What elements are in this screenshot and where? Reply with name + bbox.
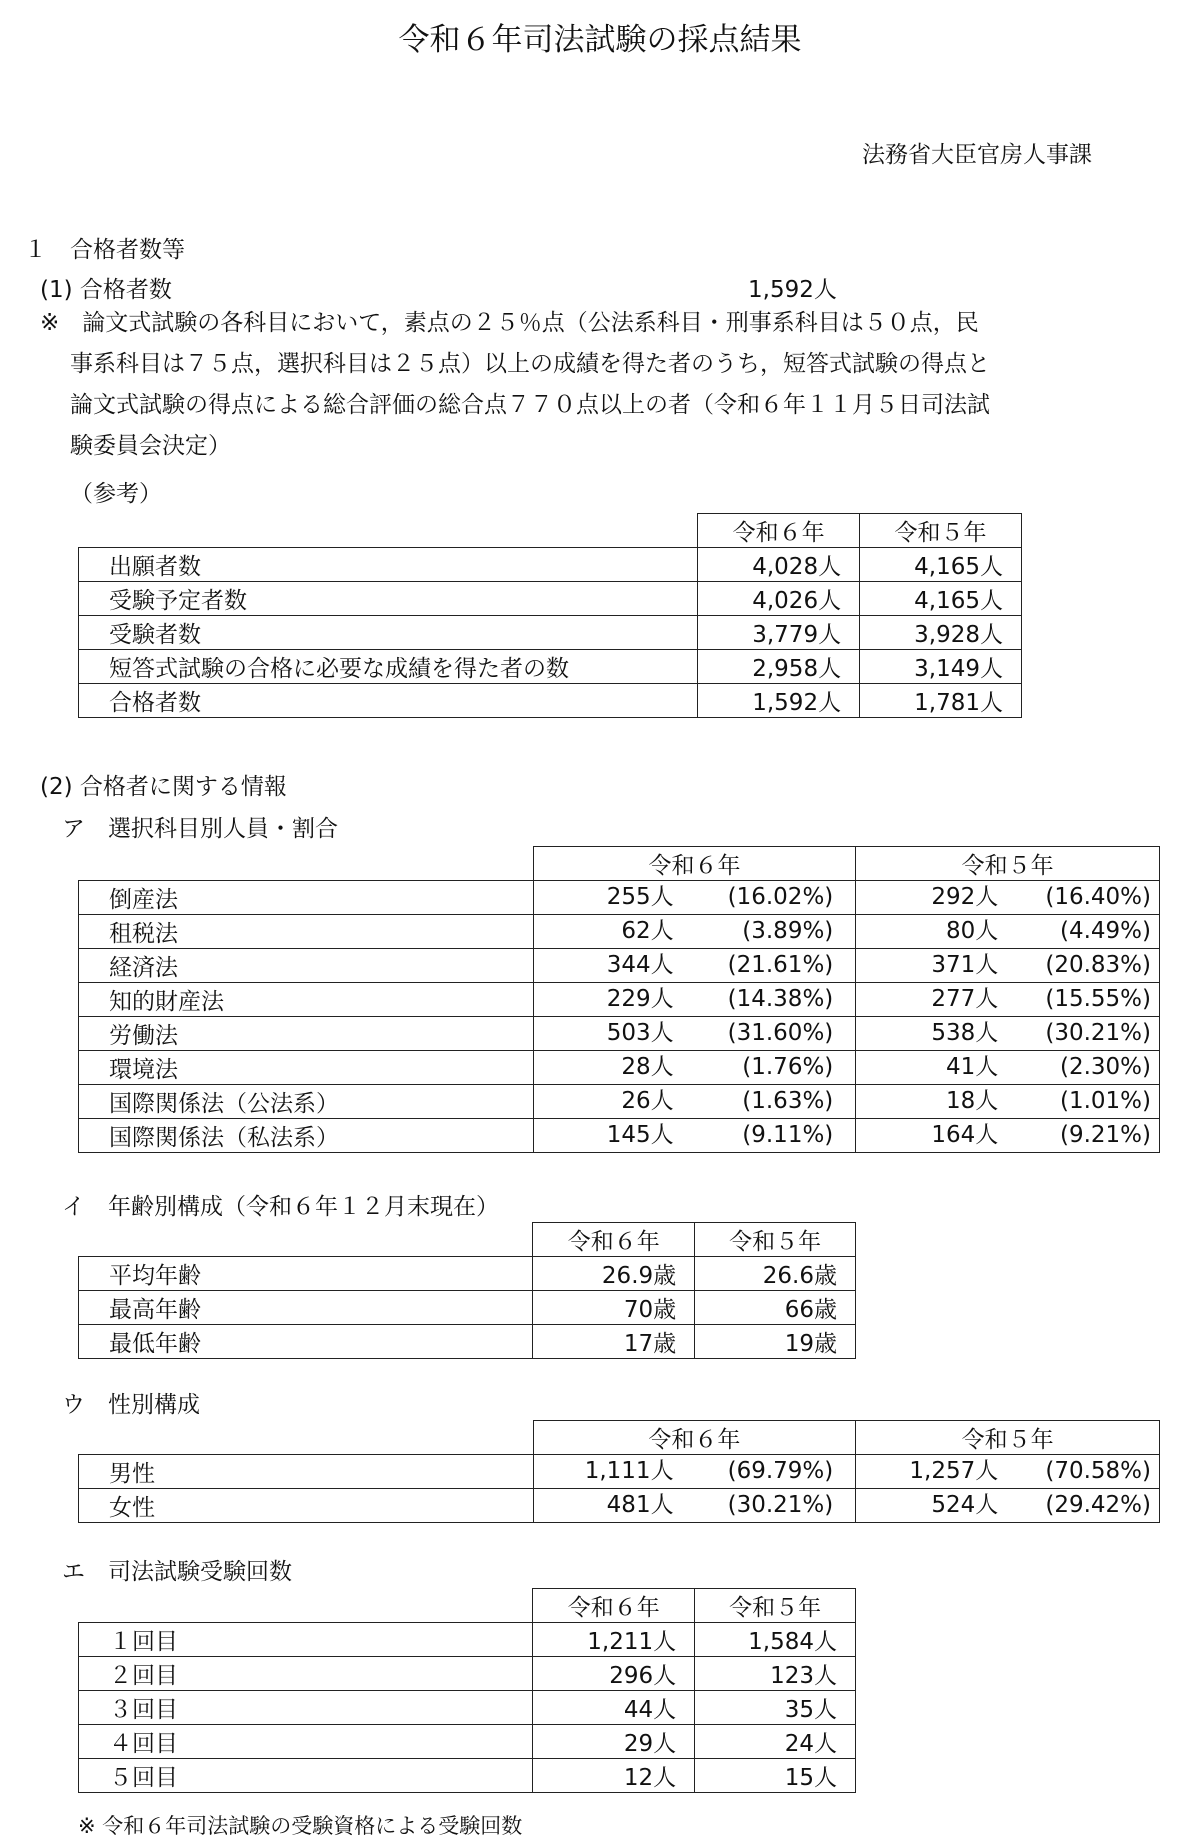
table-row: [79, 616, 1022, 650]
table-row: [79, 949, 1160, 983]
percent-value: (69.79%): [727, 1458, 834, 1484]
table-row: [79, 1489, 1160, 1523]
value-cell: 1,584人: [695, 1623, 856, 1657]
count-value: 164人: [931, 1122, 999, 1148]
passers-label: (1) 合格者数: [40, 277, 172, 303]
percent-value: (14.38%): [727, 986, 834, 1012]
value-cell: 44人: [533, 1691, 695, 1725]
count-value: 145人: [606, 1122, 674, 1148]
percent-value: (70.58%): [1045, 1458, 1151, 1484]
row-label: 合格者数: [79, 684, 698, 718]
row-label: １回目: [79, 1623, 533, 1657]
value-cell: [533, 1455, 856, 1489]
value-cell: 3,149人: [860, 650, 1022, 684]
value-cell: 35人: [695, 1691, 856, 1725]
table-row: [79, 1657, 856, 1691]
row-label: 国際関係法（公法系）: [79, 1085, 534, 1119]
row-label: 男性: [79, 1455, 534, 1489]
value-cell: [533, 881, 856, 915]
criteria-note-line: 験委員会決定）: [70, 433, 231, 459]
percent-value: (1.01%): [1059, 1088, 1151, 1114]
age-heading: イ 年齢別構成（令和６年１２月末現在）: [62, 1194, 499, 1220]
table-row: [79, 881, 1160, 915]
criteria-note-line: ※ 論文式試験の各科目において，素点の２５％点（公法系科目・刑事系科目は５０点，民: [40, 310, 979, 336]
percent-value: (1.76%): [742, 1054, 834, 1080]
value-cell: 12人: [533, 1759, 695, 1793]
value-cell: [533, 1085, 856, 1119]
row-label: 短答式試験の合格に必要な成績を得た者の数: [79, 650, 698, 684]
col-header: 令和６年: [698, 514, 860, 548]
percent-value: (30.21%): [727, 1492, 834, 1518]
reference-label: （参考）: [70, 481, 162, 507]
percent-value: (21.61%): [727, 952, 834, 978]
percent-value: (9.11%): [742, 1122, 834, 1148]
row-label: ２回目: [79, 1657, 533, 1691]
passers-value: 1,592人: [748, 277, 837, 303]
value-cell: 4,026人: [698, 582, 860, 616]
percent-value: (31.60%): [727, 1020, 834, 1046]
value-cell: 1,592人: [698, 684, 860, 718]
count-value: 524人: [931, 1492, 999, 1518]
count-value: 28人: [621, 1054, 674, 1080]
table-row: [79, 1325, 856, 1359]
col-header: 令和６年: [533, 1223, 695, 1257]
row-label: ３回目: [79, 1691, 533, 1725]
table-row: [79, 1257, 856, 1291]
table-header-row: [79, 1223, 856, 1257]
value-cell: 3,779人: [698, 616, 860, 650]
table-row: [79, 1623, 856, 1657]
value-cell: 70歳: [533, 1291, 695, 1325]
gender-heading: ウ 性別構成: [62, 1392, 200, 1418]
row-label: 知的財産法: [79, 983, 534, 1017]
value-cell: [533, 983, 856, 1017]
table-row: [79, 582, 1022, 616]
row-label: 受験者数: [79, 616, 698, 650]
col-header: 令和６年: [533, 1589, 695, 1623]
table-header-row: [79, 1589, 856, 1623]
value-cell: 1,781人: [860, 684, 1022, 718]
percent-value: (30.21%): [1045, 1020, 1151, 1046]
table-row: [79, 1455, 1160, 1489]
table-row: [79, 983, 1160, 1017]
gender-table: [78, 1420, 1160, 1523]
col-header: 令和６年: [533, 847, 856, 881]
table-row: [79, 915, 1160, 949]
col-header: 令和５年: [856, 847, 1160, 881]
value-cell: 1,211人: [533, 1623, 695, 1657]
row-label: 最低年齢: [79, 1325, 533, 1359]
value-cell: 66歳: [695, 1291, 856, 1325]
department-name: 法務省大臣官房人事課: [862, 142, 1092, 168]
count-value: 80人: [946, 918, 999, 944]
percent-value: (20.83%): [1045, 952, 1151, 978]
count-value: 62人: [621, 918, 674, 944]
percent-value: (16.40%): [1045, 884, 1151, 910]
table-row: [79, 650, 1022, 684]
count-value: 26人: [621, 1088, 674, 1114]
table-row: [79, 1017, 1160, 1051]
value-cell: [856, 1085, 1160, 1119]
section2-heading: (2) 合格者に関する情報: [40, 774, 287, 800]
value-cell: 26.6歳: [695, 1257, 856, 1291]
value-cell: [533, 949, 856, 983]
value-cell: 15人: [695, 1759, 856, 1793]
value-cell: [856, 1017, 1160, 1051]
count-value: 371人: [931, 952, 999, 978]
count-value: 277人: [931, 986, 999, 1012]
value-cell: [533, 1489, 856, 1523]
percent-value: (4.49%): [1059, 918, 1151, 944]
count-value: 481人: [606, 1492, 674, 1518]
value-cell: 2,958人: [698, 650, 860, 684]
value-cell: [856, 1051, 1160, 1085]
col-header: 令和５年: [856, 1421, 1160, 1455]
table-row: [79, 1291, 856, 1325]
col-header: 令和５年: [860, 514, 1022, 548]
table-header-row: [79, 1421, 1160, 1455]
subject-table: [78, 846, 1160, 1153]
value-cell: 3,928人: [860, 616, 1022, 650]
value-cell: 4,165人: [860, 582, 1022, 616]
value-cell: 17歳: [533, 1325, 695, 1359]
attempts-footnote: ※ 令和６年司法試験の受験資格による受験回数: [78, 1814, 523, 1838]
table-row: [79, 1691, 856, 1725]
attempts-heading: エ 司法試験受験回数: [62, 1559, 292, 1585]
col-header: 令和６年: [533, 1421, 856, 1455]
table-row: [79, 548, 1022, 582]
value-cell: [533, 1051, 856, 1085]
count-value: 292人: [931, 884, 999, 910]
value-cell: [533, 915, 856, 949]
count-value: 18人: [946, 1088, 999, 1114]
value-cell: [856, 881, 1160, 915]
count-value: 229人: [606, 986, 674, 1012]
value-cell: [856, 1455, 1160, 1489]
value-cell: 296人: [533, 1657, 695, 1691]
table-row: [79, 1085, 1160, 1119]
percent-value: (29.42%): [1045, 1492, 1151, 1518]
value-cell: [533, 1017, 856, 1051]
attempts-table: [78, 1588, 856, 1793]
count-value: 538人: [931, 1020, 999, 1046]
row-label: 労働法: [79, 1017, 534, 1051]
col-header: 令和５年: [695, 1589, 856, 1623]
table-header-row: [79, 847, 1160, 881]
value-cell: 123人: [695, 1657, 856, 1691]
percent-value: (16.02%): [727, 884, 834, 910]
table-row: [79, 1051, 1160, 1085]
value-cell: 26.9歳: [533, 1257, 695, 1291]
subject-heading: ア 選択科目別人員・割合: [62, 816, 338, 842]
value-cell: [856, 983, 1160, 1017]
row-label: 最高年齢: [79, 1291, 533, 1325]
value-cell: [533, 1119, 856, 1153]
percent-value: (2.30%): [1059, 1054, 1151, 1080]
percent-value: (15.55%): [1045, 986, 1151, 1012]
value-cell: 19歳: [695, 1325, 856, 1359]
page-title: 令和６年司法試験の採点結果: [398, 22, 802, 58]
count-value: 1,111人: [584, 1458, 674, 1484]
table-row: [79, 1119, 1160, 1153]
value-cell: 4,165人: [860, 548, 1022, 582]
row-label: 環境法: [79, 1051, 534, 1085]
percent-value: (9.21%): [1059, 1122, 1151, 1148]
value-cell: [856, 1119, 1160, 1153]
count-value: 503人: [606, 1020, 674, 1046]
count-value: 1,257人: [909, 1458, 999, 1484]
table-row: [79, 1759, 856, 1793]
col-header: 令和５年: [695, 1223, 856, 1257]
count-value: 344人: [606, 952, 674, 978]
table-row: [79, 1725, 856, 1759]
row-label: 平均年齢: [79, 1257, 533, 1291]
value-cell: [856, 949, 1160, 983]
criteria-note: [40, 303, 990, 467]
value-cell: 24人: [695, 1725, 856, 1759]
row-label: 経済法: [79, 949, 534, 983]
table-row: [79, 684, 1022, 718]
percent-value: (1.63%): [742, 1088, 834, 1114]
row-label: ４回目: [79, 1725, 533, 1759]
value-cell: [856, 915, 1160, 949]
value-cell: 29人: [533, 1725, 695, 1759]
table-header-row: [79, 514, 1022, 548]
criteria-note-line: 事系科目は７５点，選択科目は２５点）以上の成績を得た者のうち，短答式試験の得点と: [70, 351, 990, 377]
row-label: 倒産法: [79, 881, 534, 915]
row-label: 受験予定者数: [79, 582, 698, 616]
value-cell: [856, 1489, 1160, 1523]
age-table: [78, 1222, 856, 1359]
row-label: 女性: [79, 1489, 534, 1523]
row-label: 国際関係法（私法系）: [79, 1119, 534, 1153]
criteria-note-line: 論文式試験の得点による総合評価の総合点７７０点以上の者（令和６年１１月５日司法試: [70, 392, 990, 418]
percent-value: (3.89%): [742, 918, 834, 944]
section1-heading: １ 合格者数等: [24, 237, 185, 263]
row-label: ５回目: [79, 1759, 533, 1793]
reference-table: [78, 513, 1022, 718]
row-label: 出願者数: [79, 548, 698, 582]
count-value: 41人: [946, 1054, 999, 1080]
row-label: 租税法: [79, 915, 534, 949]
count-value: 255人: [606, 884, 674, 910]
value-cell: 4,028人: [698, 548, 860, 582]
